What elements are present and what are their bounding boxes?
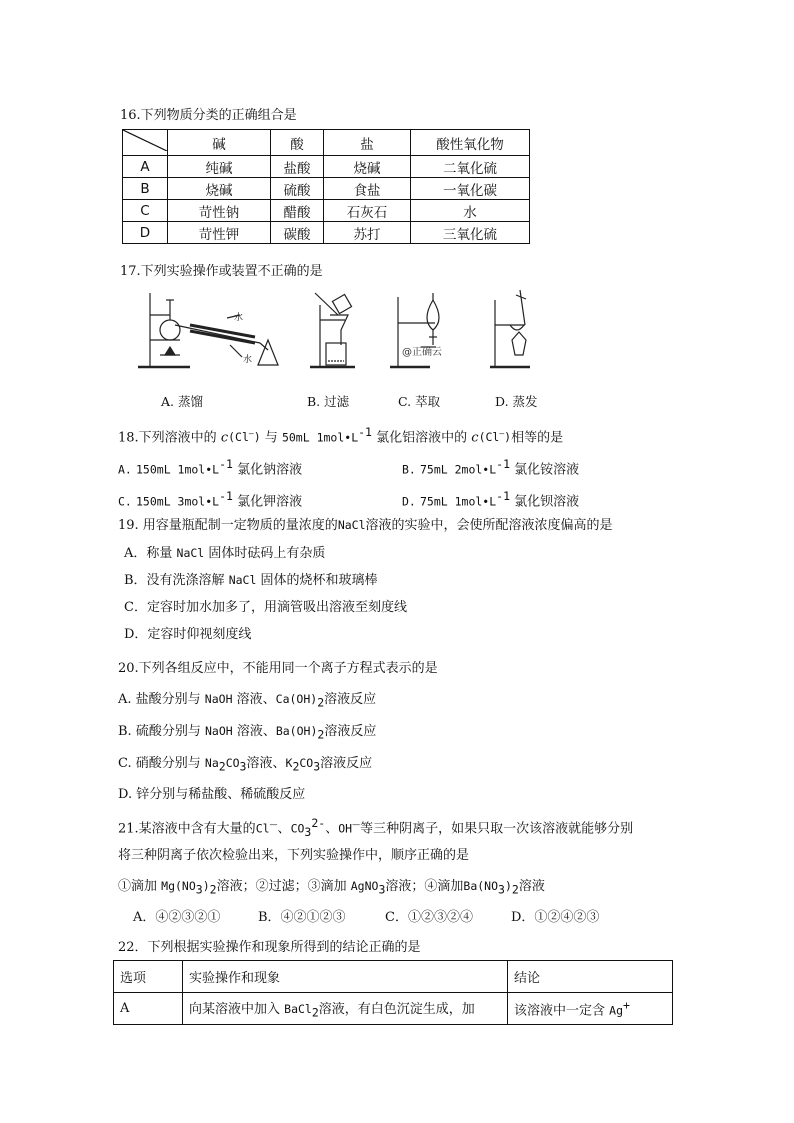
- q21-option-b: B．④②①②③: [258, 910, 346, 925]
- sup: +: [623, 998, 630, 1013]
- sub: 2: [311, 1005, 319, 1020]
- cell: 一氧化碳: [411, 178, 530, 200]
- q17-stem: 17.下列实验操作或装置不正确的是: [120, 264, 323, 279]
- sup: -1: [358, 425, 372, 439]
- cell: 苛性钠: [168, 200, 271, 222]
- sup: -1: [496, 489, 511, 503]
- sup: —: [352, 820, 361, 829]
- q19-stem: [118, 514, 613, 533]
- text: 溶液、: [246, 756, 286, 771]
- q19-option-d: D．定容时仰视刻度线: [124, 627, 252, 642]
- header-cell: 碱: [168, 130, 271, 156]
- sup: -1: [219, 457, 233, 471]
- text: 溶液反应: [324, 692, 377, 707]
- table-row: [123, 200, 530, 222]
- ion: [228, 430, 261, 444]
- label: A.: [118, 462, 132, 477]
- text: 氯化铝溶液中的: [376, 430, 468, 446]
- text: 相等的是: [511, 430, 564, 446]
- text: 150mL 1mol•L: [136, 462, 220, 477]
- sub: 3: [378, 882, 386, 897]
- water-label-top: 水: [234, 313, 244, 323]
- text: 溶液的实验中，会使所配溶液浓度偏高的是: [365, 518, 613, 533]
- cell: C: [123, 200, 168, 222]
- caption-d: D. 蒸发: [495, 394, 538, 409]
- cell: 纯碱: [168, 156, 271, 178]
- label: D.: [402, 494, 416, 509]
- sub: 2: [209, 882, 217, 897]
- sub: 3: [304, 824, 312, 839]
- sup: -1: [219, 489, 233, 503]
- formula: NaOH: [204, 724, 233, 738]
- sup: —: [499, 429, 505, 439]
- formula: NaCl: [176, 546, 205, 560]
- text: 固体的烧杯和玻璃棒: [260, 573, 378, 588]
- text: ): [504, 430, 512, 445]
- sub: 3: [239, 759, 247, 774]
- cell: [183, 993, 508, 1025]
- text: 该溶液中一定含: [514, 1003, 606, 1019]
- text: (Cl: [228, 430, 249, 445]
- text: 、: [325, 821, 339, 837]
- q20-option-b: [118, 720, 376, 742]
- text: 氯化钠溶液: [237, 462, 303, 478]
- sup: —: [248, 429, 254, 439]
- q16-table: [122, 129, 530, 244]
- text: B．没有洗涤溶解: [124, 573, 225, 588]
- text: B. 硫酸分别与: [118, 724, 201, 739]
- q16-stem: 16.下列物质分类的正确组合是: [120, 108, 297, 123]
- text: 溶液，有白色沉淀生成，加: [318, 1001, 475, 1017]
- table-row: [123, 222, 530, 244]
- q20-stem: 20.下列各组反应中，不能用同一个离子方程式表示的是: [118, 661, 438, 676]
- cell: 水: [411, 200, 530, 222]
- formula: Ag: [609, 1003, 624, 1018]
- text: 氯化钡溶液: [514, 494, 580, 510]
- q22-stem: 22．下列根据实验操作和现象所得到的结论正确的是: [118, 940, 421, 955]
- sup: -1: [496, 457, 511, 471]
- table-row: [123, 156, 530, 178]
- cell: [508, 993, 673, 1025]
- table-row: [114, 993, 673, 1025]
- cell: 二氧化硫: [411, 156, 530, 178]
- formula: NaCl: [337, 518, 366, 532]
- text: 溶液、: [236, 724, 276, 739]
- q19-option-a: [124, 542, 325, 561]
- q22-table: [113, 960, 673, 1025]
- table-row: [123, 130, 530, 156]
- formula: Ca(OH): [275, 692, 318, 706]
- sub: 2: [292, 759, 300, 774]
- label: C.: [118, 494, 132, 509]
- sup: 2-: [311, 816, 326, 830]
- formula: Mg(NO: [161, 879, 196, 893]
- text: 溶液: [518, 879, 545, 894]
- cell: 苛性钾: [168, 222, 271, 244]
- header-cell: 酸: [271, 130, 324, 156]
- cell: A: [123, 156, 168, 178]
- evaporation-apparatus: [490, 290, 530, 367]
- cell: 烧碱: [168, 178, 271, 200]
- cell: 醋酸: [271, 200, 324, 222]
- cell: 食盐: [324, 178, 411, 200]
- q19-option-b: [124, 569, 378, 588]
- text: 150mL 3mol•L: [136, 494, 220, 509]
- formula: ): [202, 879, 210, 893]
- cell: 盐酸: [271, 156, 324, 178]
- q21-option-a: A．④②③②①: [133, 910, 221, 925]
- text: 与: [264, 430, 278, 446]
- text: ): [253, 430, 261, 445]
- q20-option-a: [118, 688, 376, 710]
- q21-option-d: D．①②④②③: [511, 910, 600, 925]
- sub: 2: [317, 695, 325, 710]
- text: 19. 用容量瓶配制一定物质的量浓度的: [118, 518, 338, 533]
- cell: 碳酸: [271, 222, 324, 244]
- q21-line2: 将三种阴离子依次检验出来，下列实验操作中，顺序正确的是: [118, 848, 470, 863]
- q18-option-c: [118, 489, 302, 509]
- cell: B: [123, 178, 168, 200]
- formula: BaCl: [284, 1001, 312, 1016]
- q18-stem: [118, 425, 563, 445]
- q21-steps: [118, 875, 545, 897]
- cell: D: [123, 222, 168, 244]
- formula: AgNO: [350, 879, 379, 893]
- caption-a: A. 蒸馏: [161, 394, 203, 409]
- formula: OH: [338, 821, 353, 836]
- label: B.: [402, 462, 416, 477]
- sub: 2: [511, 882, 519, 897]
- q20-option-d: D. 锌分别与稀盐酸、稀硫酸反应: [118, 787, 306, 802]
- q21-option-c: C．①②③②④: [385, 910, 473, 925]
- formula: Na: [204, 756, 219, 770]
- sub: 3: [498, 882, 505, 897]
- text: A．称量: [124, 546, 173, 561]
- q19-option-c: C．定容时加水加多了，用滴管吸出溶液至刻度线: [124, 600, 407, 615]
- apparatus-illustration: [130, 285, 560, 375]
- cell: 三氧化硫: [411, 222, 530, 244]
- text: 18.下列溶液中的: [118, 430, 217, 446]
- formula: NaOH: [204, 692, 233, 706]
- text: 溶液反应: [324, 724, 377, 739]
- header-cell: 实验操作和现象: [183, 961, 508, 993]
- watermark-text: @正确云: [402, 347, 442, 358]
- ion: [479, 430, 512, 444]
- text: 向某溶液中加入: [189, 1001, 281, 1017]
- q18-option-d: [402, 489, 579, 509]
- diagonal-line: [123, 130, 167, 151]
- symbol-c: c: [220, 430, 229, 446]
- formula: CO: [225, 756, 240, 770]
- sub: 2: [317, 727, 325, 742]
- table-row: [123, 178, 530, 200]
- q18-option-a: [118, 457, 302, 477]
- text: (Cl: [478, 430, 500, 445]
- text: 溶液；④滴加: [385, 879, 464, 894]
- table-row: [114, 961, 673, 993]
- text: C. 硝酸分别与: [118, 756, 201, 771]
- text: 氯化铵溶液: [514, 462, 580, 478]
- filtration-apparatus: [310, 293, 355, 367]
- formula: ): [504, 879, 512, 893]
- diagonal-header-cell: [123, 130, 168, 156]
- distillation-apparatus: [138, 293, 278, 367]
- header-cell: 结论: [508, 961, 673, 993]
- formula: K: [285, 756, 293, 770]
- caption-c: C. 萃取: [398, 394, 441, 409]
- text: A. 盐酸分别与: [118, 692, 201, 707]
- q21-line1: [118, 816, 633, 839]
- text: ①滴加: [118, 879, 158, 894]
- q20-option-c: [118, 752, 372, 774]
- text: 溶液；②过滤；③滴加: [216, 879, 347, 894]
- cell: 硫酸: [271, 178, 324, 200]
- cell: 烧碱: [324, 156, 411, 178]
- caption-b: B. 过滤: [307, 394, 350, 409]
- formula: Cl: [255, 821, 270, 836]
- header-cell: 选项: [114, 961, 183, 993]
- cell: 苏打: [324, 222, 411, 244]
- symbol-c: c: [471, 430, 479, 446]
- text: 等三种阴离子，如果只取一次该溶液就能够分别: [360, 821, 634, 837]
- header-cell: 盐: [324, 130, 411, 156]
- formula: Ba(OH): [275, 724, 318, 738]
- sub: 3: [195, 882, 203, 897]
- text: 氯化钾溶液: [237, 494, 303, 510]
- text: 、: [277, 821, 291, 837]
- formula: CO: [290, 821, 305, 836]
- text: 溶液反应: [320, 756, 373, 771]
- text: 75mL 2mol•L: [420, 462, 497, 477]
- concentration: 50mL 1mol•L: [281, 430, 359, 445]
- water-label-bottom: 水: [243, 355, 253, 365]
- sup: —: [269, 820, 278, 829]
- header-cell: 酸性氧化物: [411, 130, 530, 156]
- cell: 石灰石: [324, 200, 411, 222]
- text: 21.某溶液中含有大量的: [118, 821, 256, 837]
- q18-option-b: [402, 457, 579, 477]
- cell: A: [114, 993, 183, 1025]
- formula: NaCl: [228, 573, 257, 587]
- formula: Ba(NO: [463, 879, 499, 893]
- text: 溶液、: [236, 692, 276, 707]
- sub: 3: [313, 759, 321, 774]
- text: 75mL 1mol•L: [420, 494, 497, 509]
- formula: CO: [299, 756, 314, 770]
- sub: 2: [218, 759, 226, 774]
- text: 固体时砝码上有杂质: [208, 546, 326, 561]
